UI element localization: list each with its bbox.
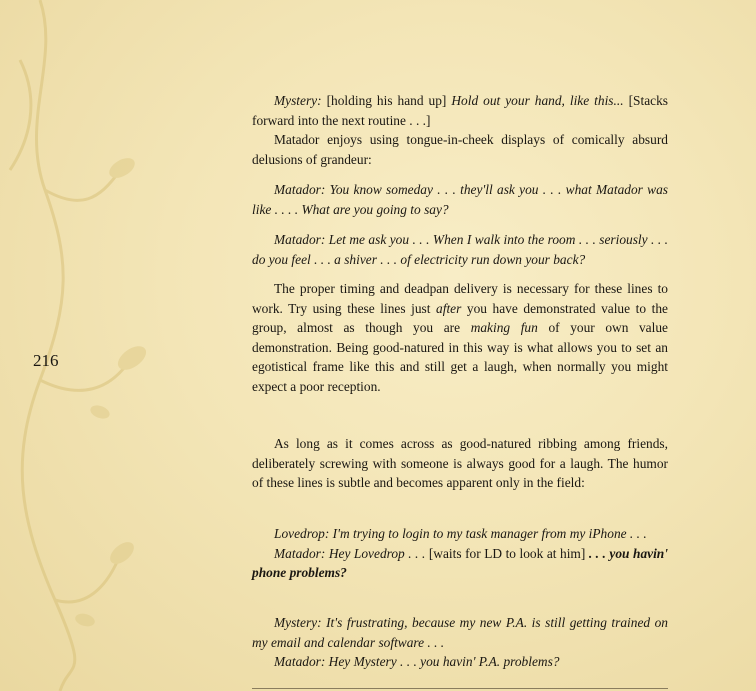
dialogue-lovedrop: Lovedrop: I'm trying to login to my task manager from my iPhone . . . Matador: Hey Lovedrop . . . [waits for LD to look at him] . . . you havin' phone problems? bbox=[252, 526, 668, 581]
paragraph-timing: The proper timing and deadpan delivery is necessary for these lines to work. Try using these lines just after you have demonstrated value to the group, almost as though you are making fun of your own value demonstration. Being good-natured in this way is what allows you to set an egotistical frame like this and still get a laugh, when normally you might expect a poor reception. bbox=[252, 281, 668, 394]
paragraph-intro: Matador enjoys using tongue-in-cheek displays of comically absurd delusions of grandeur: bbox=[252, 132, 668, 167]
page-number: 216 bbox=[33, 351, 59, 370]
quote-someday: Matador: You know someday . . . they'll ask you . . . what Matador was like . . . . What are you going to say? bbox=[252, 182, 668, 217]
vine-decoration bbox=[0, 0, 190, 691]
bottom-rule bbox=[252, 688, 668, 689]
paragraph-ribbing: As long as it comes across as good-natured ribbing among friends, deliberately screwing with someone is always good for a laugh. The humor of these lines is subtle and becomes apparent only in the field: bbox=[252, 436, 668, 491]
quote-shiver: Matador: Let me ask you . . . When I walk into the room . . . seriously . . . do you feel . . . a shiver . . . of electricity run down your back? bbox=[252, 232, 668, 267]
paragraph-mystery-line: Mystery: [holding his hand up] Hold out your hand, like this... [Stacks forward into the next routine . . .] bbox=[252, 93, 668, 128]
dialogue-mystery: Mystery: It's frustrating, because my new P.A. is still getting trained on my email and calendar software . . . Matador: Hey Mystery . . . you havin' P.A. problems? bbox=[252, 615, 668, 670]
